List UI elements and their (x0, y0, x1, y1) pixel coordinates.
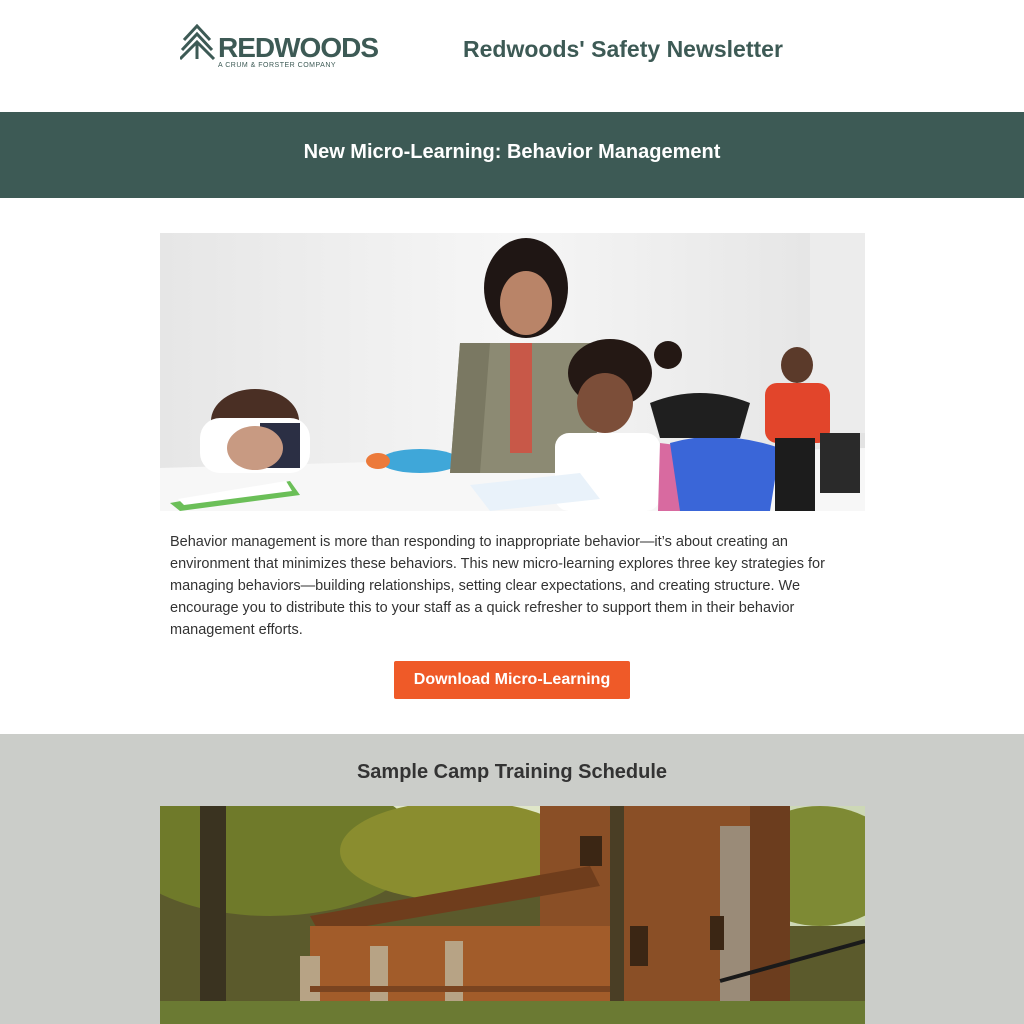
newsletter-title: Redwoods' Safety Newsletter (463, 36, 783, 62)
article-body: Behavior management is more than responding to inappropriate behavior—it’s about creating an environment that minimizes these behaviors. This new micro-learning explores three key strategies for managing behaviors—building relationships, setting clear expectations, and creating structure. We encourage you to distribute this to your staff as a quick refresher to support them in their behavior management efforts. (170, 534, 825, 638)
newsletter-header (0, 0, 1024, 112)
download-micro-learning-button[interactable]: Download Micro-Learning (394, 661, 630, 699)
schedule-section (0, 734, 1024, 1024)
cabin-photo-icon (160, 806, 865, 1024)
tree-logo-icon (180, 24, 216, 60)
redwoods-logo[interactable] (180, 24, 380, 74)
logo-wordmark: REDWOODS (218, 32, 378, 63)
logo-tagline: A CRUM & FORSTER COMPANY (218, 62, 337, 69)
classroom-photo-icon (160, 233, 865, 511)
schedule-title: Sample Camp Training Schedule (356, 761, 668, 783)
section-banner (0, 112, 1024, 198)
classroom-photo[interactable] (160, 233, 865, 511)
cabin-photo[interactable] (160, 806, 865, 1024)
banner-title: New Micro-Learning: Behavior Management (303, 141, 721, 163)
